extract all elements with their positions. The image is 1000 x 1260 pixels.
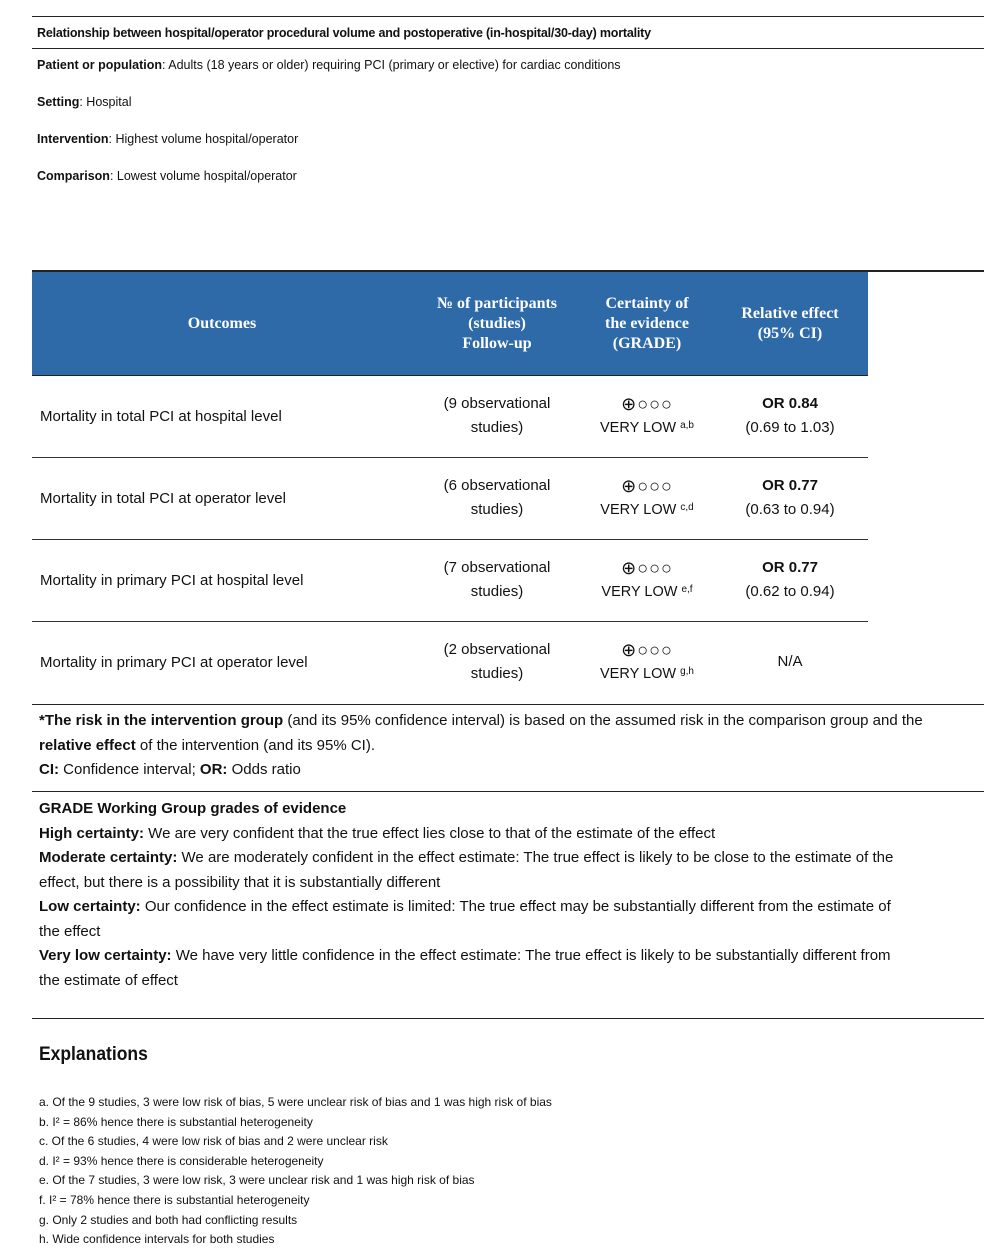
odds-ratio: OR 0.77 [762,477,818,494]
certainty-label: VERY LOW [600,502,677,518]
participants-line1: (7 observational [443,559,551,576]
table-header [32,272,868,375]
outcome-cell: Mortality in total PCI at operator level [40,489,286,507]
population-line [37,58,621,72]
grade-symbol: ⊕○○○ [621,476,673,496]
summary-title: Relationship between hospital/operator procedural volume and postoperative (in-hospital/30-day) mortality [37,26,651,40]
header-outcomes: Outcomes [187,314,257,332]
risk-note [39,709,923,734]
relative-effect-cell [712,375,868,457]
participants-cell [412,621,582,703]
moderate-text: We are moderately confident in the effect estimate: The true effect is likely to be close to the estimate of the [177,849,894,866]
certainty-cell [582,621,712,703]
participants-cell [412,539,582,621]
footnote-ref: e,f [681,584,693,595]
grade-low [39,895,891,920]
intervention-value: : Highest volume hospital/operator [108,132,299,146]
or-text: Odds ratio [227,761,301,778]
outcome-cell: Mortality in primary PCI at hospital level [40,571,304,589]
explanation-item: b. I² = 86% hence there is substantial heterogeneity [39,1114,313,1129]
explanation-item: f. I² = 78% hence there is substantial heterogeneity [39,1192,310,1207]
high-text: We are very confident that the true effect lies close to that of the estimate of the effect [144,824,716,842]
explanation-item: a. Of the 9 studies, 3 were low risk of bias, 5 were unclear risk of bias and 1 was high risk of bias [39,1095,552,1109]
low-label: Low certainty: [39,898,141,915]
population-label: Patient or population [37,58,162,72]
setting-value: : Hospital [79,95,132,109]
grade-rule [32,1018,984,1019]
header-participants: № of participants (studies) Follow-up [436,294,558,352]
table-row [32,375,868,458]
ci-text: Confidence interval; [59,761,200,778]
or-label: OR: [199,761,228,778]
explanation-item: c. Of the 6 studies, 4 were low risk of bias and 2 were unclear risk [39,1134,388,1149]
comparison-line [37,169,297,183]
outcome-cell: Mortality in total PCI at hospital level [40,407,282,425]
participants-cell [412,375,582,457]
verylow-label: Very low certainty: [39,947,172,964]
moderate-label: Moderate certainty: [39,849,178,866]
explanation-item: h. Wide confidence intervals for both studies [39,1232,275,1247]
risk-note-bold: *The risk in the intervention group [39,712,284,729]
certainty-cell [582,539,712,621]
participants-line1: (6 observational [443,477,551,494]
footnote-ref: a,b [680,420,694,431]
grade-high [39,822,715,847]
explanations-list [39,1093,552,1250]
certainty-label: VERY LOW [600,420,677,436]
table-bottom-rule [32,704,984,705]
table-row [32,621,868,703]
table-row [32,457,868,540]
grade-heading [39,797,346,822]
explanation-item: d. I² = 93% hence there is considerable heterogeneity [39,1153,324,1168]
certainty-cell [582,375,712,457]
participants-line1: (9 observational [443,395,551,412]
confidence-interval: (0.62 to 0.94) [745,583,835,600]
grade-symbol: ⊕○○○ [621,640,673,660]
certainty-label: VERY LOW [600,666,677,682]
relative-note-bold: relative effect [39,736,136,754]
table-row [32,539,868,622]
outcome-cell: Mortality in primary PCI at operator level [40,653,308,671]
risk-note-text: (and its 95% confidence interval) is based on the assumed risk in the comparison group and the [283,712,923,729]
participants-line2: studies) [470,665,524,682]
participants-line1: (2 observational [443,641,551,658]
setting-line [37,95,131,109]
footnote-ref: g,h [680,666,694,677]
grade-moderate [39,846,893,871]
setting-label: Setting [37,95,80,109]
participants-line2: studies) [470,501,524,518]
participants-line2: studies) [470,419,524,436]
comparison-value: : Lowest volume hospital/operator [109,169,297,183]
certainty-cell [582,457,712,539]
abbreviations-note [39,758,301,783]
participants-line2: studies) [470,583,524,600]
footnote-ref: c,d [680,502,694,513]
title-rule [32,48,984,49]
explanations-title: Explanations [39,1044,148,1065]
top-rule [32,16,984,17]
grade-symbol: ⊕○○○ [621,394,673,414]
relative-note-text: of the intervention (and its 95% CI). [135,736,376,754]
population-value: : Adults (18 years or older) requiring PCI (primary or elective) for cardiac conditions [162,58,621,72]
relative-note [39,734,375,759]
grade-heading-text: GRADE Working Group grades of evidence [39,800,347,817]
explanation-item: g. Only 2 studies and both had conflicting results [39,1212,298,1227]
grade-low-cont: the effect [39,922,101,940]
low-text: Our confidence in the effect estimate is limited: The true effect may be substantially different from the estimate of [140,898,891,915]
certainty-label: VERY LOW [601,584,678,600]
odds-ratio: OR 0.84 [762,395,818,412]
grade-verylow-cont: the estimate of effect [39,971,178,989]
confidence-interval: (0.69 to 1.03) [745,419,835,436]
confidence-interval: N/A [777,653,803,670]
relative-effect-cell [712,539,868,621]
intervention-label: Intervention [37,132,109,146]
ci-label: CI: [39,761,59,778]
high-label: High certainty: [39,824,145,842]
intervention-line [37,132,298,146]
relative-effect-cell [712,621,868,703]
notes-rule [32,791,984,792]
grade-symbol: ⊕○○○ [621,558,673,578]
grade-verylow [39,944,891,969]
odds-ratio: OR 0.77 [762,559,818,576]
comparison-label: Comparison [37,169,110,183]
header-relative-effect: Relative effect (95% CI) [741,304,839,342]
confidence-interval: (0.63 to 0.94) [745,501,835,518]
participants-cell [412,457,582,539]
verylow-text: We have very little confidence in the effect estimate: The true effect is likely to be substantially different from [171,947,891,964]
grade-moderate-cont: effect, but there is a possibility that it is substantially different [39,873,441,891]
relative-effect-cell [712,457,868,539]
explanation-item: e. Of the 7 studies, 3 were low risk, 3 were unclear risk and 1 was high risk of bias [39,1173,475,1188]
header-certainty: Certainty of the evidence (GRADE) [605,294,689,352]
